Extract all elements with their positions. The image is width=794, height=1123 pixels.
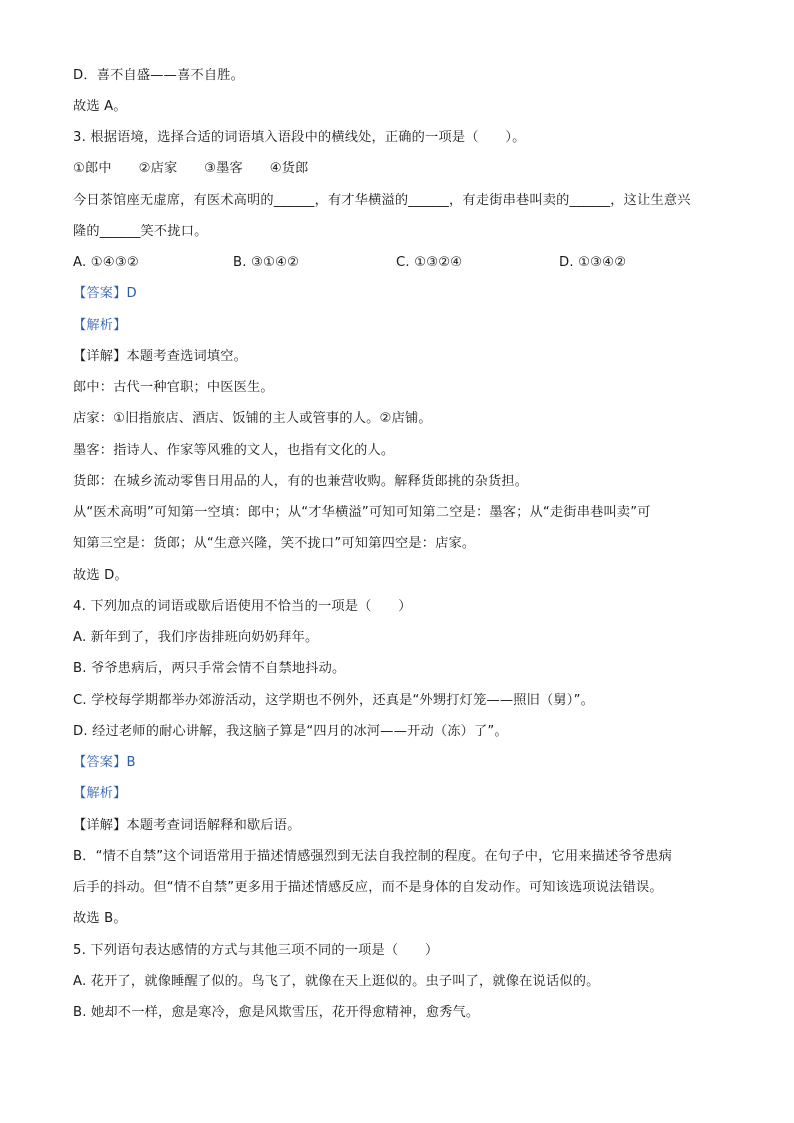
q4-answer: 【答案】B [73, 755, 136, 770]
q4-conclusion: 故选 B。 [73, 911, 127, 926]
q3-stem: 3. 根据语境，选择合适的词语填入语段中的横线处，正确的一项是（ ）。 [73, 130, 526, 145]
q4-detail: 【详解】本题考查词语解释和歇后语。 [73, 818, 301, 833]
q5-option-b: B. 她却不一样，愈是寒冷，愈是风欺雪压，花开得愈精神，愈秀气。 [73, 1005, 480, 1020]
q3-conclusion: 故选 D。 [73, 568, 128, 583]
q3-passage-line-1: 今日茶馆座无虚席，有医术高明的______，有才华横溢的______，有走街串巷叫卖的______，这让生意兴 [73, 193, 691, 208]
q3-option-a: A. ①④③② [73, 255, 139, 270]
q3-explanation-line-2: 知第三空是：货郎；从“生意兴隆，笑不拢口”可知第四空是：店家。 [73, 536, 476, 551]
q3-definition-4: 货郎：在城乡流动零售日用品的人，有的也兼营收购。解释货郎挑的杂货担。 [73, 474, 529, 489]
q3-passage-line-2: 隆的______笑不拢口。 [73, 224, 208, 239]
q3-option-d: D. ①③④② [559, 255, 627, 270]
q3-option-b: B. ③①④② [233, 255, 300, 270]
q3-definition-3: 墨客：指诗人、作家等风雅的文人，也指有文化的人。 [73, 443, 395, 458]
q4-option-c: C. 学校每学期都举办郊游活动，这学期也不例外，还真是“外甥打灯笼——照旧（舅）”。 [73, 693, 594, 708]
q3-explanation-line-1: 从“医术高明”可知第一空填：郎中；从“才华横溢”可知可知第二空是：墨客；从“走街串巷叫卖”可 [73, 505, 651, 520]
q3-detail: 【详解】本题考查选词填空。 [73, 349, 248, 364]
q4-analysis-label: 【解析】 [73, 786, 127, 801]
q3-definition-1: 郎中：古代一种官职；中医医生。 [73, 380, 274, 395]
q4-option-d: D. 经过老师的耐心讲解，我这脑子算是“四月的冰河——开动（冻）了”。 [73, 724, 508, 739]
q5-option-a: A. 花开了，就像睡醒了似的。鸟飞了，就像在天上逛似的。虫子叫了，就像在说话似的。 [73, 974, 600, 989]
q4-explanation-line-2: 后手的抖动。但“情不自禁”更多用于描述情感反应，而不是身体的自发动作。可知该选项说法错误。 [73, 880, 663, 895]
q3-answer: 【答案】D [73, 286, 137, 301]
q4-option-b: B. 爷爷患病后，两只手常会情不自禁地抖动。 [73, 661, 346, 676]
q3-options [73, 254, 713, 272]
q4-option-a: A. 新年到了，我们序齿排班向奶奶拜年。 [73, 630, 319, 645]
q2-option-d: D．喜不自盛——喜不自胜。 [73, 68, 245, 83]
q5-stem: 5. 下列语句表达感情的方式与其他三项不同的一项是（ ） [73, 943, 439, 958]
q4-explanation-line-1: B．“情不自禁”这个词语常用于描述情感强烈到无法自我控制的程度。在句子中，它用来描述爷爷患病 [73, 849, 672, 864]
q3-definition-2: 店家：①旧指旅店、酒店、饭铺的主人或管事的人。②店铺。 [73, 411, 432, 426]
q3-word-list: ①郎中 ②店家 ③墨客 ④货郎 [73, 161, 309, 176]
q4-stem: 4. 下列加点的词语或歇后语使用不恰当的一项是（ ） [73, 599, 412, 614]
q3-option-c: C. ①③②④ [396, 255, 463, 270]
q2-conclusion: 故选 A。 [73, 99, 127, 114]
q3-analysis-label: 【解析】 [73, 318, 127, 333]
